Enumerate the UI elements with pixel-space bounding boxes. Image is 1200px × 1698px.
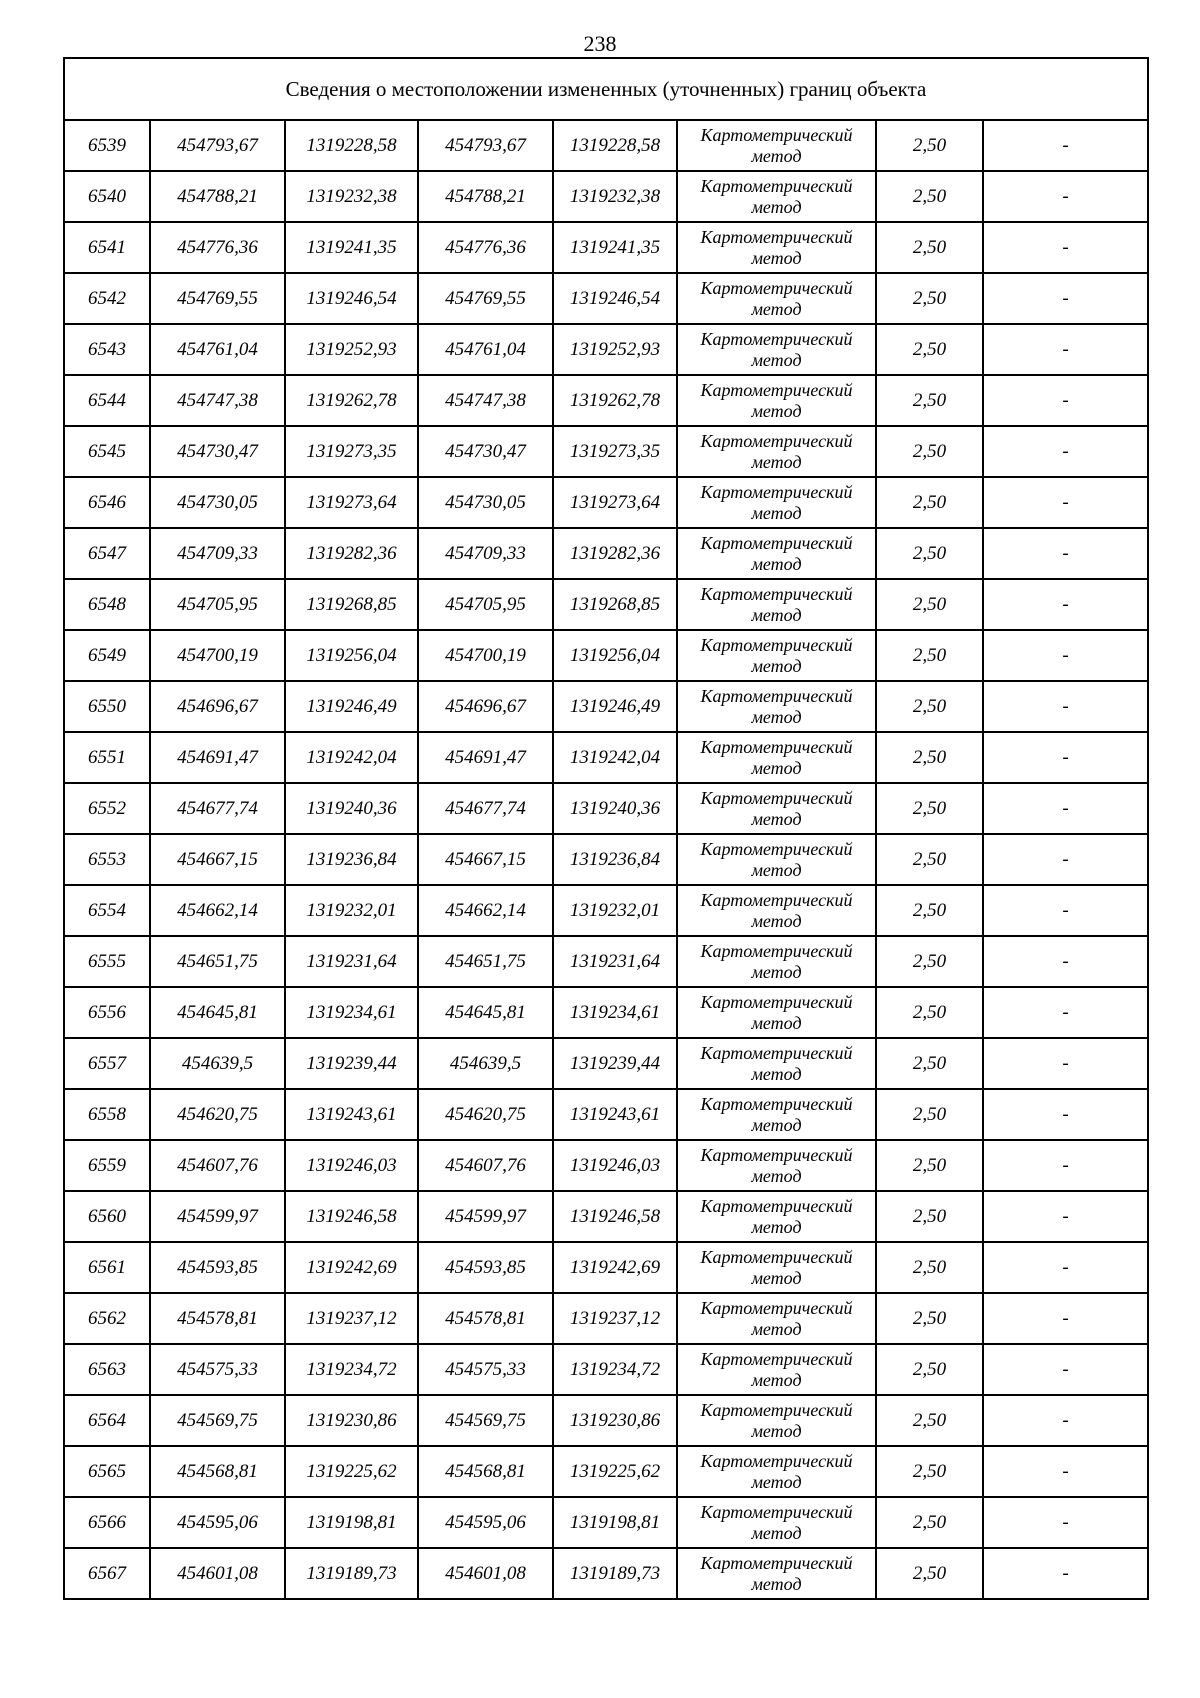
accuracy-cell: 2,50 <box>876 222 983 273</box>
description-cell: - <box>983 1344 1148 1395</box>
point-number-cell: 6557 <box>64 1038 150 1089</box>
x-new-cell: 454691,47 <box>418 732 553 783</box>
table-row <box>64 1089 1148 1140</box>
x-old-cell: 454788,21 <box>150 171 285 222</box>
table-row <box>64 1497 1148 1548</box>
table-row <box>64 273 1148 324</box>
accuracy-cell: 2,50 <box>876 1446 983 1497</box>
method-cell: Картометрический метод <box>677 1140 876 1191</box>
method-cell: Картометрический метод <box>677 528 876 579</box>
accuracy-cell: 2,50 <box>876 783 983 834</box>
method-cell: Картометрический метод <box>677 1497 876 1548</box>
accuracy-cell: 2,50 <box>876 375 983 426</box>
x-new-cell: 454761,04 <box>418 324 553 375</box>
point-number-cell: 6544 <box>64 375 150 426</box>
x-new-cell: 454730,05 <box>418 477 553 528</box>
method-cell: Картометрический метод <box>677 885 876 936</box>
y-new-cell: 1319262,78 <box>553 375 677 426</box>
description-cell: - <box>983 1548 1148 1599</box>
description-cell: - <box>983 1446 1148 1497</box>
point-number-cell: 6567 <box>64 1548 150 1599</box>
x-new-cell: 454575,33 <box>418 1344 553 1395</box>
x-new-cell: 454569,75 <box>418 1395 553 1446</box>
y-old-cell: 1319243,61 <box>285 1089 418 1140</box>
x-old-cell: 454595,06 <box>150 1497 285 1548</box>
accuracy-cell: 2,50 <box>876 1140 983 1191</box>
x-new-cell: 454645,81 <box>418 987 553 1038</box>
table-row <box>64 375 1148 426</box>
y-old-cell: 1319228,58 <box>285 120 418 171</box>
method-cell: Картометрический метод <box>677 375 876 426</box>
method-cell: Картометрический метод <box>677 732 876 783</box>
x-new-cell: 454662,14 <box>418 885 553 936</box>
description-cell: - <box>983 171 1148 222</box>
description-cell: - <box>983 324 1148 375</box>
y-old-cell: 1319262,78 <box>285 375 418 426</box>
table-row <box>64 1191 1148 1242</box>
table-row <box>64 1140 1148 1191</box>
y-old-cell: 1319241,35 <box>285 222 418 273</box>
table-row <box>64 936 1148 987</box>
description-cell: - <box>983 987 1148 1038</box>
y-new-cell: 1319232,01 <box>553 885 677 936</box>
x-old-cell: 454761,04 <box>150 324 285 375</box>
point-number-cell: 6546 <box>64 477 150 528</box>
table-row <box>64 1395 1148 1446</box>
x-new-cell: 454705,95 <box>418 579 553 630</box>
method-cell: Картометрический метод <box>677 324 876 375</box>
accuracy-cell: 2,50 <box>876 732 983 783</box>
method-cell: Картометрический метод <box>677 1242 876 1293</box>
description-cell: - <box>983 477 1148 528</box>
y-new-cell: 1319246,03 <box>553 1140 677 1191</box>
method-cell: Картометрический метод <box>677 1293 876 1344</box>
table-row <box>64 630 1148 681</box>
y-old-cell: 1319242,04 <box>285 732 418 783</box>
method-cell: Картометрический метод <box>677 120 876 171</box>
description-cell: - <box>983 375 1148 426</box>
x-old-cell: 454620,75 <box>150 1089 285 1140</box>
y-new-cell: 1319273,35 <box>553 426 677 477</box>
method-cell: Картометрический метод <box>677 171 876 222</box>
x-old-cell: 454691,47 <box>150 732 285 783</box>
method-cell: Картометрический метод <box>677 222 876 273</box>
accuracy-cell: 2,50 <box>876 579 983 630</box>
point-number-cell: 6542 <box>64 273 150 324</box>
point-number-cell: 6550 <box>64 681 150 732</box>
description-cell: - <box>983 1497 1148 1548</box>
y-new-cell: 1319231,64 <box>553 936 677 987</box>
description-cell: - <box>983 1089 1148 1140</box>
accuracy-cell: 2,50 <box>876 273 983 324</box>
description-cell: - <box>983 1191 1148 1242</box>
method-cell: Картометрический метод <box>677 477 876 528</box>
accuracy-cell: 2,50 <box>876 1089 983 1140</box>
point-number-cell: 6563 <box>64 1344 150 1395</box>
table-row <box>64 1038 1148 1089</box>
x-new-cell: 454788,21 <box>418 171 553 222</box>
y-old-cell: 1319234,72 <box>285 1344 418 1395</box>
description-cell: - <box>983 885 1148 936</box>
x-old-cell: 454677,74 <box>150 783 285 834</box>
x-old-cell: 454639,5 <box>150 1038 285 1089</box>
x-new-cell: 454696,67 <box>418 681 553 732</box>
y-new-cell: 1319246,58 <box>553 1191 677 1242</box>
accuracy-cell: 2,50 <box>876 171 983 222</box>
page-number: 238 <box>583 31 617 56</box>
y-old-cell: 1319242,69 <box>285 1242 418 1293</box>
y-new-cell: 1319225,62 <box>553 1446 677 1497</box>
x-new-cell: 454730,47 <box>418 426 553 477</box>
accuracy-cell: 2,50 <box>876 681 983 732</box>
point-number-cell: 6543 <box>64 324 150 375</box>
accuracy-cell: 2,50 <box>876 1344 983 1395</box>
table-row <box>64 834 1148 885</box>
method-cell: Картометрический метод <box>677 1038 876 1089</box>
x-old-cell: 454793,67 <box>150 120 285 171</box>
x-new-cell: 454568,81 <box>418 1446 553 1497</box>
x-old-cell: 454607,76 <box>150 1140 285 1191</box>
accuracy-cell: 2,50 <box>876 1191 983 1242</box>
x-old-cell: 454667,15 <box>150 834 285 885</box>
y-old-cell: 1319282,36 <box>285 528 418 579</box>
description-cell: - <box>983 528 1148 579</box>
y-new-cell: 1319239,44 <box>553 1038 677 1089</box>
y-old-cell: 1319252,93 <box>285 324 418 375</box>
x-new-cell: 454700,19 <box>418 630 553 681</box>
accuracy-cell: 2,50 <box>876 834 983 885</box>
accuracy-cell: 2,50 <box>876 477 983 528</box>
method-cell: Картометрический метод <box>677 1395 876 1446</box>
table-row <box>64 426 1148 477</box>
table-row <box>64 783 1148 834</box>
accuracy-cell: 2,50 <box>876 885 983 936</box>
accuracy-cell: 2,50 <box>876 528 983 579</box>
x-old-cell: 454696,67 <box>150 681 285 732</box>
method-cell: Картометрический метод <box>677 1089 876 1140</box>
y-old-cell: 1319239,44 <box>285 1038 418 1089</box>
y-new-cell: 1319268,85 <box>553 579 677 630</box>
table-row <box>64 528 1148 579</box>
point-number-cell: 6559 <box>64 1140 150 1191</box>
x-old-cell: 454575,33 <box>150 1344 285 1395</box>
y-new-cell: 1319241,35 <box>553 222 677 273</box>
y-old-cell: 1319230,86 <box>285 1395 418 1446</box>
y-old-cell: 1319273,64 <box>285 477 418 528</box>
description-cell: - <box>983 1395 1148 1446</box>
y-new-cell: 1319234,72 <box>553 1344 677 1395</box>
accuracy-cell: 2,50 <box>876 1242 983 1293</box>
point-number-cell: 6547 <box>64 528 150 579</box>
y-new-cell: 1319252,93 <box>553 324 677 375</box>
y-new-cell: 1319282,36 <box>553 528 677 579</box>
y-new-cell: 1319198,81 <box>553 1497 677 1548</box>
y-old-cell: 1319240,36 <box>285 783 418 834</box>
accuracy-cell: 2,50 <box>876 987 983 1038</box>
description-cell: - <box>983 273 1148 324</box>
point-number-cell: 6561 <box>64 1242 150 1293</box>
accuracy-cell: 2,50 <box>876 324 983 375</box>
x-old-cell: 454651,75 <box>150 936 285 987</box>
description-cell: - <box>983 579 1148 630</box>
method-cell: Картометрический метод <box>677 1446 876 1497</box>
y-old-cell: 1319246,54 <box>285 273 418 324</box>
accuracy-cell: 2,50 <box>876 1038 983 1089</box>
x-new-cell: 454793,67 <box>418 120 553 171</box>
y-old-cell: 1319273,35 <box>285 426 418 477</box>
accuracy-cell: 2,50 <box>876 1548 983 1599</box>
y-old-cell: 1319246,58 <box>285 1191 418 1242</box>
point-number-cell: 6558 <box>64 1089 150 1140</box>
method-cell: Картометрический метод <box>677 1344 876 1395</box>
y-new-cell: 1319230,86 <box>553 1395 677 1446</box>
point-number-cell: 6566 <box>64 1497 150 1548</box>
x-old-cell: 454578,81 <box>150 1293 285 1344</box>
point-number-cell: 6565 <box>64 1446 150 1497</box>
y-new-cell: 1319246,54 <box>553 273 677 324</box>
y-new-cell: 1319273,64 <box>553 477 677 528</box>
y-new-cell: 1319243,61 <box>553 1089 677 1140</box>
x-old-cell: 454599,97 <box>150 1191 285 1242</box>
point-number-cell: 6553 <box>64 834 150 885</box>
y-old-cell: 1319189,73 <box>285 1548 418 1599</box>
description-cell: - <box>983 630 1148 681</box>
table-row <box>64 1548 1148 1599</box>
description-cell: - <box>983 834 1148 885</box>
point-number-cell: 6539 <box>64 120 150 171</box>
accuracy-cell: 2,50 <box>876 120 983 171</box>
method-cell: Картометрический метод <box>677 579 876 630</box>
description-cell: - <box>983 1038 1148 1089</box>
y-old-cell: 1319246,03 <box>285 1140 418 1191</box>
table-row <box>64 1344 1148 1395</box>
x-new-cell: 454667,15 <box>418 834 553 885</box>
x-old-cell: 454709,33 <box>150 528 285 579</box>
x-new-cell: 454620,75 <box>418 1089 553 1140</box>
y-old-cell: 1319232,01 <box>285 885 418 936</box>
y-old-cell: 1319246,49 <box>285 681 418 732</box>
table-row <box>64 1446 1148 1497</box>
method-cell: Картометрический метод <box>677 1191 876 1242</box>
x-new-cell: 454769,55 <box>418 273 553 324</box>
description-cell: - <box>983 222 1148 273</box>
method-cell: Картометрический метод <box>677 783 876 834</box>
x-old-cell: 454769,55 <box>150 273 285 324</box>
description-cell: - <box>983 783 1148 834</box>
accuracy-cell: 2,50 <box>876 1293 983 1344</box>
table-row <box>64 1242 1148 1293</box>
y-new-cell: 1319228,58 <box>553 120 677 171</box>
method-cell: Картометрический метод <box>677 1548 876 1599</box>
table-row <box>64 1293 1148 1344</box>
table-row <box>64 222 1148 273</box>
x-old-cell: 454601,08 <box>150 1548 285 1599</box>
point-number-cell: 6548 <box>64 579 150 630</box>
y-old-cell: 1319225,62 <box>285 1446 418 1497</box>
table-row <box>64 987 1148 1038</box>
table-row <box>64 681 1148 732</box>
y-old-cell: 1319268,85 <box>285 579 418 630</box>
accuracy-cell: 2,50 <box>876 426 983 477</box>
y-new-cell: 1319242,69 <box>553 1242 677 1293</box>
point-number-cell: 6551 <box>64 732 150 783</box>
method-cell: Картометрический метод <box>677 273 876 324</box>
method-cell: Картометрический метод <box>677 834 876 885</box>
point-number-cell: 6540 <box>64 171 150 222</box>
x-old-cell: 454730,47 <box>150 426 285 477</box>
y-old-cell: 1319256,04 <box>285 630 418 681</box>
accuracy-cell: 2,50 <box>876 1395 983 1446</box>
description-cell: - <box>983 120 1148 171</box>
table-row <box>64 477 1148 528</box>
x-new-cell: 454776,36 <box>418 222 553 273</box>
x-new-cell: 454607,76 <box>418 1140 553 1191</box>
y-new-cell: 1319232,38 <box>553 171 677 222</box>
description-cell: - <box>983 426 1148 477</box>
x-old-cell: 454705,95 <box>150 579 285 630</box>
point-number-cell: 6549 <box>64 630 150 681</box>
x-new-cell: 454601,08 <box>418 1548 553 1599</box>
y-new-cell: 1319246,49 <box>553 681 677 732</box>
accuracy-cell: 2,50 <box>876 1497 983 1548</box>
x-new-cell: 454747,38 <box>418 375 553 426</box>
y-old-cell: 1319236,84 <box>285 834 418 885</box>
description-cell: - <box>983 1140 1148 1191</box>
table-body <box>64 120 1148 1599</box>
x-old-cell: 454568,81 <box>150 1446 285 1497</box>
x-old-cell: 454700,19 <box>150 630 285 681</box>
table-row <box>64 324 1148 375</box>
y-new-cell: 1319236,84 <box>553 834 677 885</box>
x-old-cell: 454776,36 <box>150 222 285 273</box>
point-number-cell: 6541 <box>64 222 150 273</box>
y-new-cell: 1319256,04 <box>553 630 677 681</box>
x-new-cell: 454677,74 <box>418 783 553 834</box>
x-old-cell: 454593,85 <box>150 1242 285 1293</box>
y-old-cell: 1319198,81 <box>285 1497 418 1548</box>
accuracy-cell: 2,50 <box>876 630 983 681</box>
description-cell: - <box>983 732 1148 783</box>
table-row <box>64 732 1148 783</box>
y-new-cell: 1319240,36 <box>553 783 677 834</box>
y-new-cell: 1319234,61 <box>553 987 677 1038</box>
point-number-cell: 6564 <box>64 1395 150 1446</box>
description-cell: - <box>983 681 1148 732</box>
x-new-cell: 454639,5 <box>418 1038 553 1089</box>
x-new-cell: 454709,33 <box>418 528 553 579</box>
y-old-cell: 1319234,61 <box>285 987 418 1038</box>
point-number-cell: 6560 <box>64 1191 150 1242</box>
boundaries-table <box>63 57 1149 1600</box>
description-cell: - <box>983 1242 1148 1293</box>
method-cell: Картометрический метод <box>677 426 876 477</box>
point-number-cell: 6555 <box>64 936 150 987</box>
x-new-cell: 454578,81 <box>418 1293 553 1344</box>
accuracy-cell: 2,50 <box>876 936 983 987</box>
point-number-cell: 6556 <box>64 987 150 1038</box>
table-caption: Сведения о местоположении измененных (уточненных) границ объекта <box>64 58 1148 120</box>
y-old-cell: 1319231,64 <box>285 936 418 987</box>
description-cell: - <box>983 936 1148 987</box>
method-cell: Картометрический метод <box>677 987 876 1038</box>
method-cell: Картометрический метод <box>677 936 876 987</box>
y-new-cell: 1319189,73 <box>553 1548 677 1599</box>
x-old-cell: 454662,14 <box>150 885 285 936</box>
y-old-cell: 1319237,12 <box>285 1293 418 1344</box>
x-old-cell: 454747,38 <box>150 375 285 426</box>
point-number-cell: 6552 <box>64 783 150 834</box>
table-row <box>64 171 1148 222</box>
x-new-cell: 454595,06 <box>418 1497 553 1548</box>
x-old-cell: 454730,05 <box>150 477 285 528</box>
description-cell: - <box>983 1293 1148 1344</box>
x-new-cell: 454651,75 <box>418 936 553 987</box>
y-new-cell: 1319237,12 <box>553 1293 677 1344</box>
y-old-cell: 1319232,38 <box>285 171 418 222</box>
x-old-cell: 454569,75 <box>150 1395 285 1446</box>
x-new-cell: 454593,85 <box>418 1242 553 1293</box>
method-cell: Картометрический метод <box>677 681 876 732</box>
point-number-cell: 6562 <box>64 1293 150 1344</box>
table-row <box>64 120 1148 171</box>
point-number-cell: 6545 <box>64 426 150 477</box>
point-number-cell: 6554 <box>64 885 150 936</box>
x-new-cell: 454599,97 <box>418 1191 553 1242</box>
table-row <box>64 885 1148 936</box>
table-row <box>64 579 1148 630</box>
method-cell: Картометрический метод <box>677 630 876 681</box>
x-old-cell: 454645,81 <box>150 987 285 1038</box>
y-new-cell: 1319242,04 <box>553 732 677 783</box>
